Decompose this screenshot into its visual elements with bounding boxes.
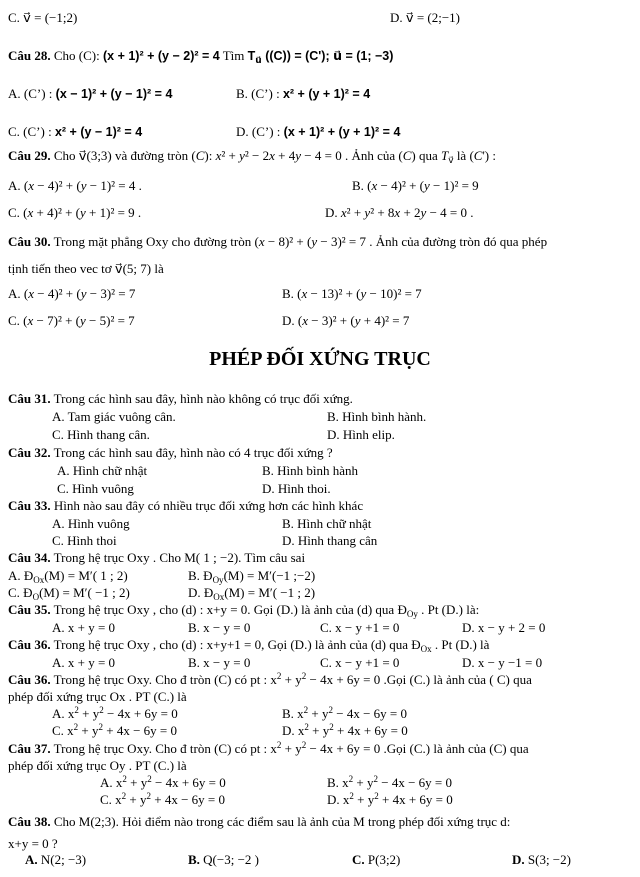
- answer-option: B. (x − 13)² + (y − 10)² = 7: [282, 286, 422, 301]
- answer-option: B. (C’) : x² + (y + 1)² = 4: [236, 86, 371, 101]
- question-line: Câu 38. Cho M(2;3). Hỏi điểm nào trong các điểm sau là ảnh của M trong phép đối xứng trục d:: [8, 814, 511, 829]
- question-line: A. x + y = 0: [52, 620, 116, 635]
- question-line: A. Hình chữ nhật: [57, 463, 148, 478]
- question-line: Câu 36. Trong hệ trục Oxy , cho (d) : x+y+1 = 0, Gọi (D.) là ảnh của (d) qua $Đ_{Ox}$ . Pt (D.) là: [8, 637, 490, 654]
- question-line: C. $Đ_O(M) = M'( -1$ ; 2): [8, 585, 130, 602]
- question-line: A. N(2; −3): [25, 852, 87, 867]
- answer-option: D. $Đ_{Ox}(M) = M'( -1$ ; 2): [188, 585, 316, 602]
- answer-option: D. Hình thoi.: [262, 481, 331, 496]
- answer-option: B. $x^2 + y^2 - 4x - 6y = 0$: [282, 705, 408, 721]
- question-line: x+y = 0 ?: [8, 836, 58, 851]
- question-line: Câu 28. Cho (C): (x + 1)² + (y − 2)² = 4 Tìm $T_{u⃗}$ ((C)) = (C'); u⃗ = (1; −3): [8, 48, 394, 65]
- question-line: A. $x^2 + y^2 - 4x + 6y = 0$: [100, 774, 226, 790]
- answer-option: B. x − y = 0: [188, 655, 251, 670]
- answer-option: B. Q(−3; −2 ): [188, 852, 259, 867]
- answer-option: D. v⃗ = (2;−1): [390, 10, 461, 25]
- question-line: C. (x + 4)² + (y + 1)² = 9 .: [8, 205, 142, 220]
- answer-option: D. (C’) : (x + 1)² + (y + 1)² = 4: [236, 124, 401, 139]
- question-line: C. v⃗ = (−1;2): [8, 10, 78, 25]
- section-heading: PHÉP ĐỐI XỨNG TRỤC: [209, 348, 431, 370]
- answer-option: B. Hình bình hành.: [327, 409, 427, 424]
- question-line: A. Tam giác vuông cân.: [52, 409, 176, 424]
- question-line: Câu 31. Trong các hình sau đây, hình nào không có trục đối xứng.: [8, 391, 353, 406]
- question-line: C. (C’) : x² + (y − 1)² = 4: [8, 124, 143, 139]
- question-line: Câu 37. Trong hệ trục Oxy. Cho đ tròn (C) có pt : $x^2 + y^2 - 4x + 6y = 0$ .Gọi (C.) là ảnh của (C) qua: [8, 740, 529, 756]
- question-line: Câu 34. Trong hệ trục Oxy . Cho M( 1 ; −2). Tìm câu sai: [8, 550, 306, 565]
- answer-option: C. x − y +1 = 0: [320, 655, 400, 670]
- question-line: Câu 35. Trong hệ trục Oxy , cho (d) : x+y = 0. Gọi (D.) là ảnh của (d) qua $Đ_{Oy}$ . Pt (D.) là:: [8, 602, 480, 619]
- question-line: Câu 32. Trong các hình sau đây, hình nào có 4 trục đối xứng ?: [8, 445, 333, 460]
- answer-option: B. (x − 4)² + (y − 1)² = 9: [352, 178, 479, 193]
- question-line: Câu 36. Trong hệ trục Oxy. Cho đ tròn (C) có pt : $x^2 + y^2 - 4x + 6y = 0$ .Gọi (C.) là ảnh của ( C) qua: [8, 671, 532, 687]
- answer-option: D. Hình thang cân: [282, 533, 378, 548]
- answer-option: B. $Đ_{Oy}(M) = M'(-1$ ;−2): [188, 568, 316, 585]
- question-line: A. (x − 4)² + (y − 3)² = 7: [8, 286, 136, 301]
- answer-option: D. x − y + 2 = 0: [462, 620, 546, 635]
- question-line: C. (x − 7)² + (y − 5)² = 7: [8, 313, 135, 328]
- question-line: C. $x^2 + y^2 + 4x - 6y = 0$: [100, 791, 226, 807]
- answer-option: C. P(3;2): [352, 852, 401, 867]
- answer-option: D. $x^2 + y^2 + 4x + 6y = 0$: [282, 722, 408, 738]
- answer-option: C. x − y +1 = 0: [320, 620, 400, 635]
- answer-option: D. S(3; −2): [512, 852, 571, 867]
- question-line: A. x + y = 0: [52, 655, 116, 670]
- question-line: C. Hình vuông: [57, 481, 134, 496]
- question-line: A. (C’) : (x − 1)² + (y − 1)² = 4: [8, 86, 173, 101]
- answer-option: D. Hình elip.: [327, 427, 395, 442]
- answer-option: D. x − y −1 = 0: [462, 655, 543, 670]
- answer-option: B. x − y = 0: [188, 620, 251, 635]
- question-line: phép đối xứng trục Ox . PT (C.) là: [8, 689, 187, 704]
- question-line: A. (x − 4)² + (y − 1)² = 4 .: [8, 178, 142, 193]
- question-line: tịnh tiến theo vec tơ v⃗(5; 7) là: [8, 261, 164, 276]
- question-line: A. $Đ_{Ox}(M) = M'$( 1 ; 2): [8, 568, 128, 585]
- question-line: C. Hình thoi: [52, 533, 117, 548]
- question-line: C. $x^2 + y^2 + 4x - 6y = 0$: [52, 722, 178, 738]
- question-line: Câu 29. Cho v⃗(3;3) và đường tròn (C): x² + y² − 2x + 4y − 4 = 0 . Ảnh của (C) qua $T_{v⃗}$ là (C') :: [8, 148, 496, 165]
- question-line: Câu 33. Hình nào sau đây có nhiều trục đối xứng hơn các hình khác: [8, 498, 364, 513]
- question-line: Câu 30. Trong mặt phẳng Oxy cho đường tròn (x − 8)² + (y − 3)² = 7 . Ảnh của đường tròn đó qua phép: [8, 234, 548, 249]
- question-line: A. $x^2 + y^2 - 4x + 6y = 0$: [52, 705, 178, 721]
- question-line: phép đối xứng trục Oy . PT (C.) là: [8, 758, 187, 773]
- answer-option: D. (x − 3)² + (y + 4)² = 7: [282, 313, 410, 328]
- answer-option: D. x² + y² + 8x + 2y − 4 = 0 .: [325, 205, 474, 220]
- answer-option: D. $x^2 + y^2 + 4x + 6y = 0$: [327, 791, 453, 807]
- answer-option: B. Hình chữ nhật: [282, 516, 372, 531]
- answer-option: B. $x^2 + y^2 - 4x - 6y = 0$: [327, 774, 453, 790]
- question-line: A. Hình vuông: [52, 516, 130, 531]
- question-line: C. Hình thang cân.: [52, 427, 150, 442]
- answer-option: B. Hình bình hành: [262, 463, 359, 478]
